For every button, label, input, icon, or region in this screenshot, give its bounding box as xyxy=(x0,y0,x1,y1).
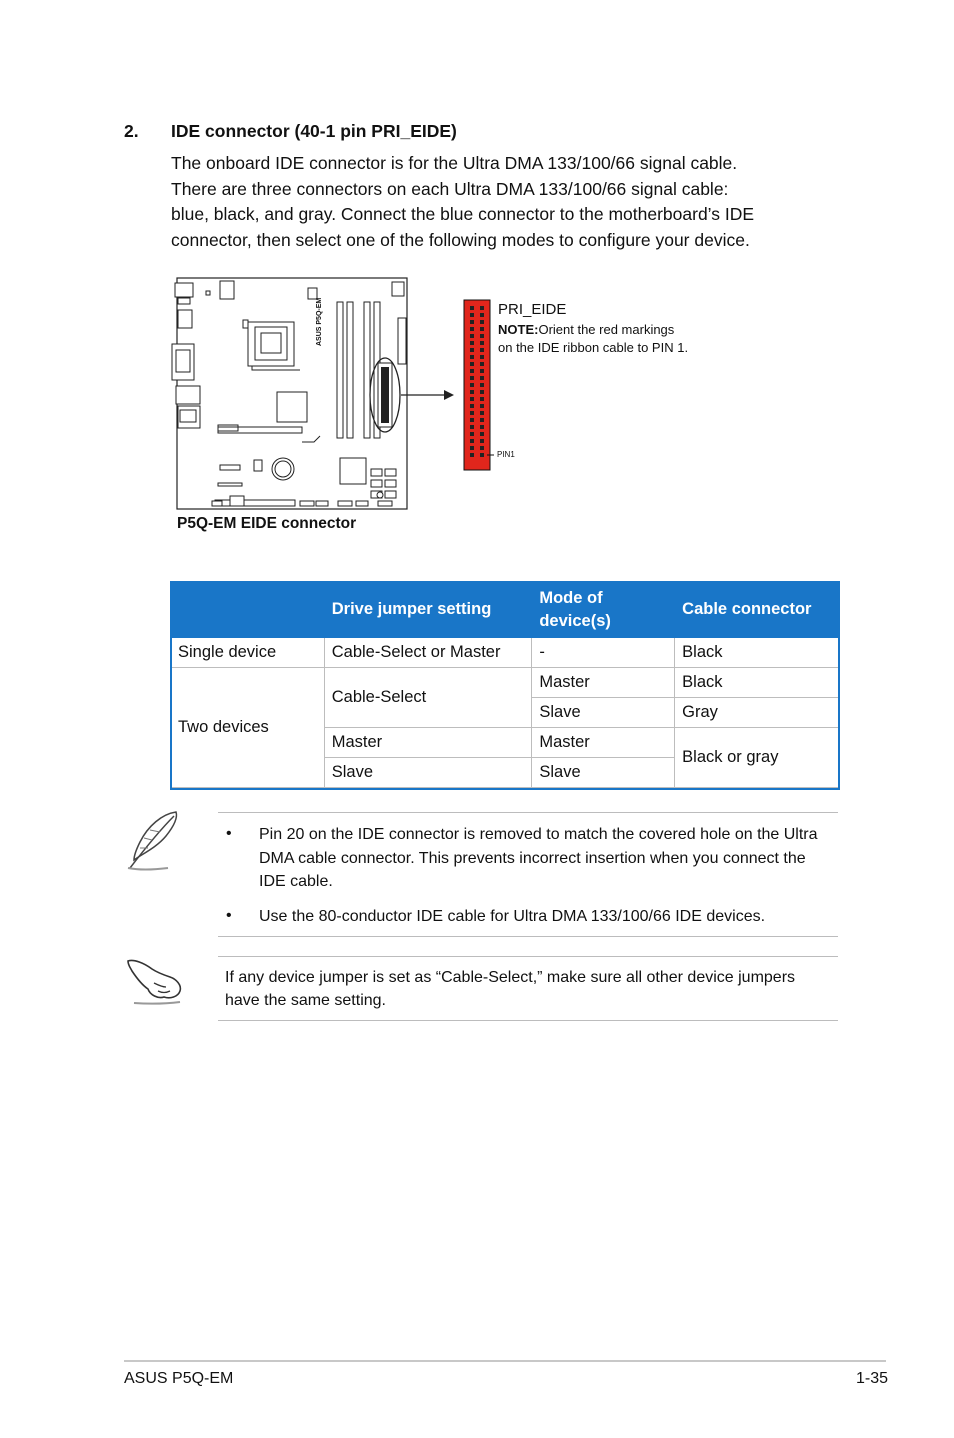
intro-line: There are three connectors on each Ultra DMA 133/100/66 signal cable: xyxy=(171,178,729,199)
caution-text: If any device jumper is set as “Cable-Select,” make sure all other device jumpers have the same setting. xyxy=(225,969,796,1009)
table-header-cell: Mode of device(s) xyxy=(532,582,675,638)
table-cell: Slave xyxy=(532,698,675,728)
table-cell: - xyxy=(532,638,675,668)
intro-paragraph xyxy=(171,151,851,253)
bullet: • xyxy=(226,825,232,842)
table-header-cell: Drive jumper setting xyxy=(324,582,532,638)
feather-note-icon xyxy=(122,808,188,874)
table-cell: Master xyxy=(324,728,532,758)
table-cell: Master xyxy=(532,728,675,758)
bullet: • xyxy=(226,907,232,924)
table-cell: Cable-Select xyxy=(324,668,532,728)
diagram-caption: P5Q-EM EIDE connector xyxy=(177,515,357,532)
note-box xyxy=(218,812,838,937)
note-text: Orient the red markings xyxy=(538,322,675,337)
table-cell: Slave xyxy=(324,758,532,788)
table-cell: Two devices xyxy=(171,668,325,788)
table-cell: Gray xyxy=(675,698,840,728)
footer-page-number: 1-35 xyxy=(855,1370,888,1387)
pointing-hand-icon xyxy=(124,955,186,1005)
intro-line: blue, black, and gray. Connect the blue connector to the motherboard’s IDE xyxy=(171,204,755,224)
table-cell: Black xyxy=(675,668,840,698)
board-logo: ASUS P5Q-EM xyxy=(316,297,323,346)
section-title-text: IDE connector (40-1 pin PRI_EIDE) xyxy=(171,121,457,141)
diagram-note xyxy=(498,321,688,357)
motherboard-diagram xyxy=(160,270,760,550)
connector-label: PRI_EIDE xyxy=(498,301,567,318)
table-header-row xyxy=(171,582,840,638)
table-cell: Cable-Select or Master xyxy=(324,638,532,668)
pin1-label: PIN1 xyxy=(497,450,515,459)
table-row xyxy=(171,638,840,668)
table-header-cell xyxy=(171,582,325,638)
note-bold: NOTE: xyxy=(498,322,539,337)
note-text: on the IDE ribbon cable to PIN 1. xyxy=(498,340,689,355)
ide-config-table xyxy=(170,581,840,788)
intro-line: The onboard IDE connector is for the Ultra DMA 133/100/66 signal cable. xyxy=(171,153,738,173)
table-header-cell: Cable connector xyxy=(675,582,840,638)
note-item: Pin 20 on the IDE connector is removed to match the covered hole on the Ultra DMA cable connector. This prevents incorrect insertion when you connect the IDE cable. xyxy=(259,826,818,890)
section-title xyxy=(124,121,457,142)
table-cell: Single device xyxy=(171,638,325,668)
table-cell: Slave xyxy=(532,758,675,788)
table-cell: Black or gray xyxy=(675,728,840,788)
caution-box xyxy=(218,956,838,1021)
note-item: Use the 80-conductor IDE cable for Ultra DMA 133/100/66 IDE devices. xyxy=(259,908,766,925)
table-row xyxy=(171,668,840,698)
intro-line: connector, then select one of the following modes to configure your device. xyxy=(171,229,750,250)
table-cell: Black xyxy=(675,638,840,668)
footer-rule xyxy=(124,1360,886,1362)
footer-product: ASUS P5Q-EM xyxy=(124,1370,234,1387)
section-number: 2. xyxy=(124,121,139,141)
table-cell: Master xyxy=(532,668,675,698)
